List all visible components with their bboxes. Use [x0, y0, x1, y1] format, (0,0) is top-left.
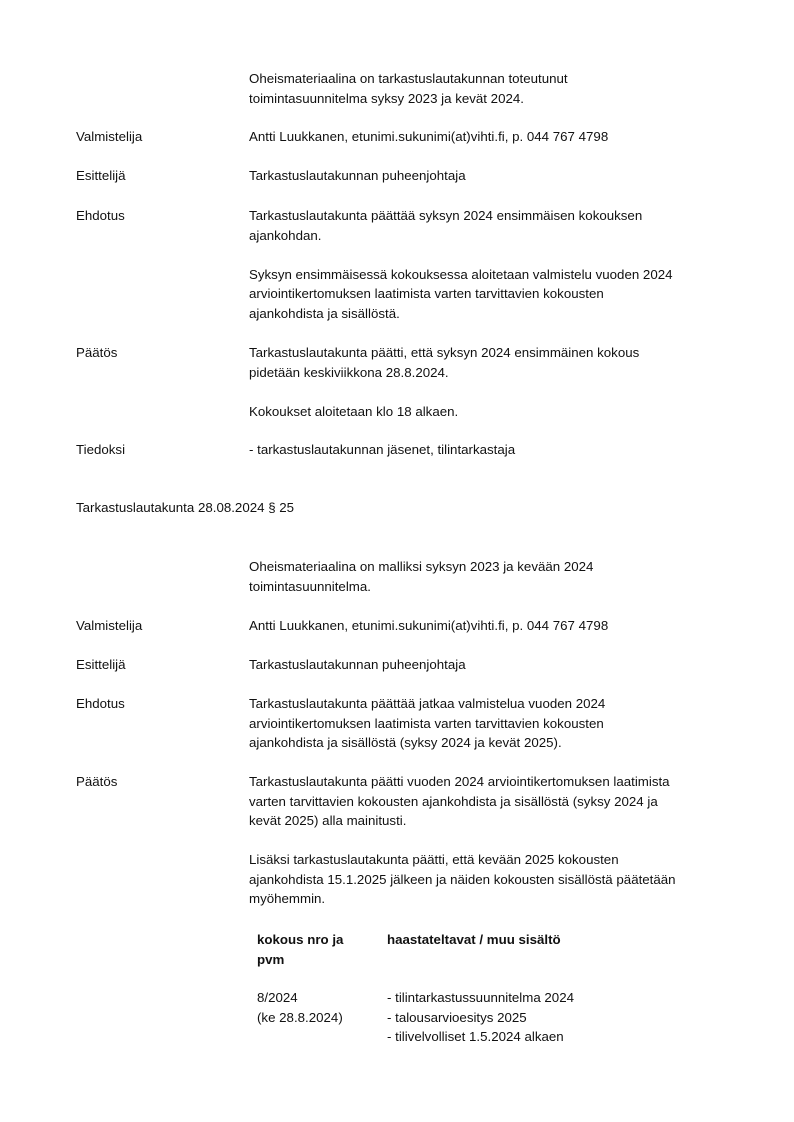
text-line: toimintasuunnitelma syksy 2023 ja kevät 2024. — [249, 90, 524, 106]
field-value: - tarkastuslautakunnan jäsenet, tilintarkastaja — [249, 442, 516, 457]
text-line: kokous nro ja — [257, 932, 344, 947]
field-value: Tarkastuslautakunnan puheenjohtaja — [249, 657, 466, 672]
paragraph — [249, 850, 729, 909]
field-label: Esittelijä — [76, 168, 126, 183]
field-value — [249, 343, 729, 421]
text-line: Syksyn ensimmäisessä kokouksessa aloitetaan valmistelu vuoden 2024 — [249, 266, 673, 282]
paragraph — [249, 772, 729, 831]
section-heading: Tarkastuslautakunta 28.08.2024 § 25 — [76, 500, 295, 515]
schedule-header-col2: haastateltavat / muu sisältö — [387, 932, 561, 947]
text-line: Tarkastuslautakunta päättää jatkaa valmistelua vuoden 2024 — [249, 696, 606, 711]
paragraph — [249, 402, 729, 422]
list-item: - tilivelvolliset 1.5.2024 alkaen — [387, 1029, 564, 1044]
text-line: Tarkastuslautakunta päättää syksyn 2024 ensimmäisen kokouksen — [249, 208, 643, 223]
field-label: Päätös — [76, 345, 118, 360]
schedule-content — [387, 988, 687, 1047]
text-line: myöhemmin. — [249, 891, 326, 906]
text-line: arviointikertomuksen laatimista varten tarvittavien kokousten — [249, 715, 604, 731]
field-label: Päätös — [76, 774, 118, 789]
field-label: Ehdotus — [76, 696, 125, 711]
text-line: Tarkastuslautakunta päätti vuoden 2024 arviointikertomuksen laatimista — [249, 774, 670, 789]
schedule-meeting — [257, 988, 367, 1027]
text-line: 8/2024 — [257, 990, 298, 1005]
text-line: ajankohdista ja sisällöstä. — [249, 305, 400, 321]
text-line: Tarkastuslautakunta päätti, että syksyn 2024 ensimmäinen kokous — [249, 345, 640, 360]
field-value: Antti Luukkanen, etunimi.sukunimi(at)vihti.fi, p. 044 767 4798 — [249, 618, 609, 633]
text-line: Kokoukset aloitetaan klo 18 alkaen. — [249, 403, 459, 419]
text-line: pidetään keskiviikkona 28.8.2024. — [249, 364, 449, 380]
text-line: kevät 2025) alla mainitusti. — [249, 813, 407, 828]
text-line: ajankohdan. — [249, 227, 322, 243]
text-line: arviointikertomuksen laatimista varten tarvittavien kokousten — [249, 286, 604, 301]
field-value — [249, 694, 729, 753]
paragraph — [249, 206, 729, 245]
s2-intro — [249, 557, 729, 596]
text-line: pvm — [257, 951, 285, 967]
paragraph — [249, 694, 729, 753]
field-value: Tarkastuslautakunnan puheenjohtaja — [249, 168, 466, 183]
schedule-header-col1 — [257, 930, 367, 969]
field-label: Esittelijä — [76, 657, 126, 672]
field-label: Tiedoksi — [76, 442, 126, 457]
paragraph — [249, 265, 729, 324]
field-label: Ehdotus — [76, 208, 125, 223]
field-value — [249, 772, 729, 909]
text-line: varten tarvittavien kokousten ajankohdista ja sisällöstä (syksy 2024 ja — [249, 793, 658, 809]
schedule-row — [257, 988, 677, 1048]
list-item: - talousarvioesitys 2025 — [387, 1009, 527, 1025]
paragraph — [249, 343, 729, 382]
text-line: toimintasuunnitelma. — [249, 578, 371, 594]
schedule-header — [257, 930, 677, 970]
text-line: ajankohdista 15.1.2025 jälkeen ja näiden kokousten sisällöstä päätetään — [249, 871, 676, 887]
text-line: (ke 28.8.2024) — [257, 1009, 343, 1025]
text-line: Lisäksi tarkastuslautakunta päätti, että kevään 2025 kokousten — [249, 852, 619, 867]
text-line: Oheismateriaalina on tarkastuslautakunnan toteutunut — [249, 71, 568, 86]
field-label: Valmistelija — [76, 129, 143, 144]
text-line: ajankohdista ja sisällöstä (syksy 2024 ja kevät 2025). — [249, 735, 562, 750]
field-label: Valmistelija — [76, 618, 143, 633]
field-value: Antti Luukkanen, etunimi.sukunimi(at)vihti.fi, p. 044 767 4798 — [249, 129, 609, 144]
text-line: Oheismateriaalina on malliksi syksyn 2023 ja kevään 2024 — [249, 559, 594, 574]
list-item: - tilintarkastussuunnitelma 2024 — [387, 990, 574, 1005]
field-value — [249, 206, 729, 323]
s1-intro — [249, 69, 729, 108]
